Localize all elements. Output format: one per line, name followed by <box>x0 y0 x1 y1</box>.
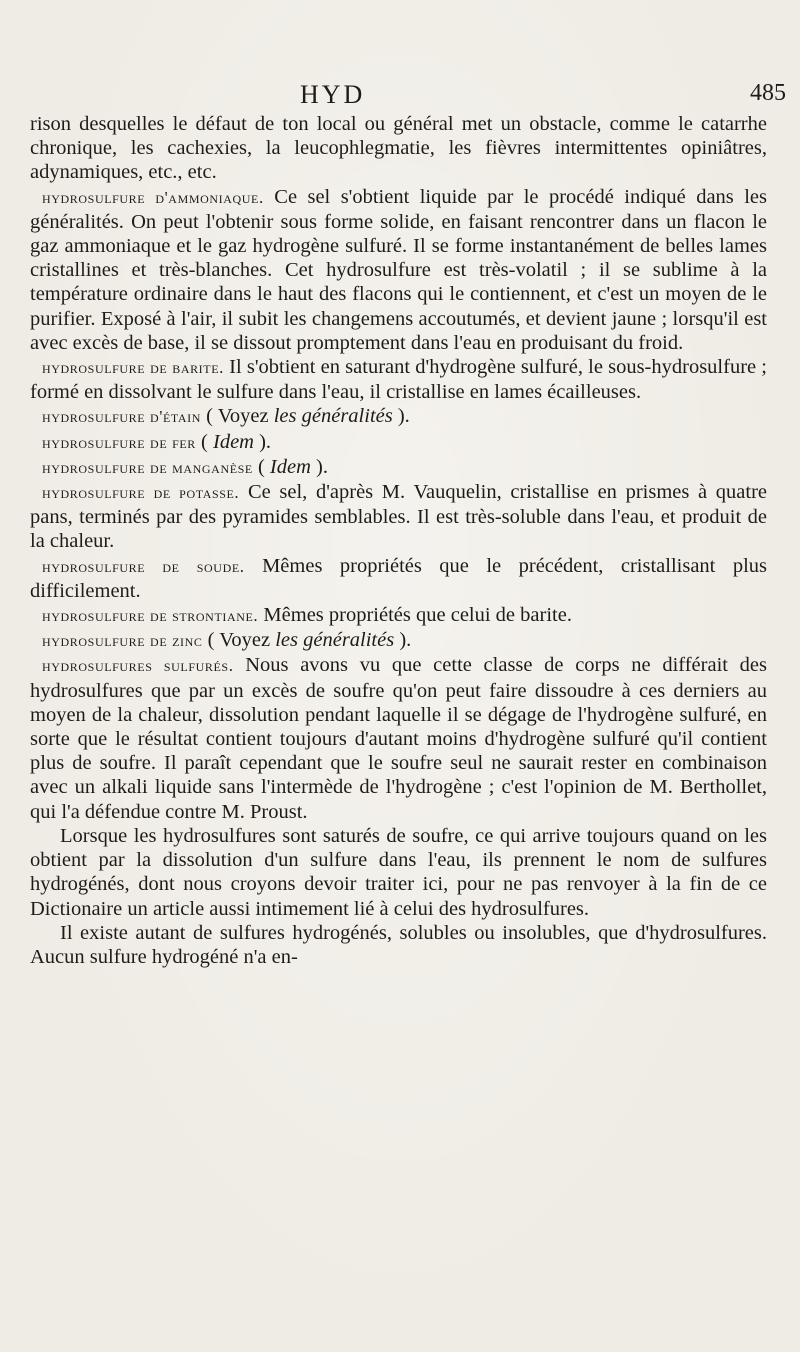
entry-hydrosulfure-soude <box>30 554 767 603</box>
entry-reference-italic: Idem <box>269 455 311 478</box>
entry-hydrosulfure-ammoniaque <box>30 185 767 355</box>
paragraph-body: Il existe autant de sulfures hydrogénés, solubles ou insolubles, que d'hydrosulfures. Aucun sulfure hydrogéné n'a en- <box>30 921 767 968</box>
body-text <box>30 112 767 969</box>
entry-body: Il s'obtient en saturant d'hydrogène sulfuré, le sous-hydrosulfure ; formé en dissolvant le sulfure dans l'eau, il cristallise en lames écailleuses. <box>30 356 767 404</box>
entry-term: hydrosulfure de barite. <box>42 358 224 378</box>
entry-hydrosulfure-etain <box>30 404 767 429</box>
entry-term: hydrosulfure de strontiane. <box>42 606 259 626</box>
paragraph-sulfures-hydrogenes <box>30 824 767 921</box>
entry-reference-prefix: ( Voyez <box>201 405 274 428</box>
paragraph-body: Lorsque les hydrosulfures sont saturés de soufre, ce qui arrive toujours quand on les obtient par la dissolution d'un sulfure dans l'eau, ils prennent le nom de sulfures hydrogénés, dont nous croyons devoir traiter ici, pour ne pas renvoyer à la fin de ce Dictionaire un article aussi intimement lié à celui des hydrosulfures. <box>30 824 767 920</box>
entry-reference-suffix: ). <box>253 430 272 453</box>
entry-hydrosulfure-strontiane <box>30 603 767 628</box>
entry-body: Nous avons vu que cette classe de corps ne différait des hydrosulfures que par un excès de soufre qu'on peut faire dissoudre à ces derniers au moyen de la chaleur, dissolution pendant laquelle il se dégage de l'hydrogène sulfuré, en sorte que le résultat contient toujours d'autant moins d'hydrogène sulfuré qu'il contient plus de soufre. Il paraît cependant que le soufre seul ne saurait rester en combinaison avec un alkali liquide sans l'intermède de l'hydrogène ; c'est l'opinion de M. Berthollet, qui l'a défendue contre M. Proust. <box>30 654 767 823</box>
paragraph-sulfures-solubles <box>30 921 767 969</box>
entry-body: Ce sel, d'après M. Vauquelin, cristallise en prismes à quatre pans, terminés par des pyramides semblables. Il est très-soluble dans l'eau, et produit de la chaleur. <box>30 481 768 553</box>
entry-hydrosulfure-fer <box>30 430 767 455</box>
running-head <box>0 76 800 110</box>
entry-reference-suffix: ). <box>392 405 410 428</box>
paragraph-continuation <box>30 112 767 185</box>
entry-term: hydrosulfure de fer <box>42 432 196 452</box>
entry-reference-italic: les généralités <box>275 629 395 652</box>
entry-body: Mêmes propriétés que le précédent, cristallisant plus difficilement. <box>30 554 767 602</box>
entry-body: Mêmes propriétés que celui de barite. <box>258 604 572 627</box>
entry-reference-italic: Idem <box>213 430 254 453</box>
entry-reference-prefix: ( <box>195 430 213 453</box>
entry-reference-suffix: ). <box>310 455 328 478</box>
entry-reference-prefix: ( <box>252 455 270 478</box>
running-head-title: HYD <box>300 80 366 109</box>
paragraph-body: rison desquelles le défaut de ton local ou général met un obstacle, comme le catarrhe chronique, les cachexies, la leucophlegmatie, les fièvres intermittentes opiniâtres, adynamiques, etc., etc. <box>30 113 767 184</box>
entry-term: hydrosulfure d'étain <box>42 407 202 427</box>
entry-term: hydrosulfure de potasse. <box>42 483 240 503</box>
entry-hydrosulfure-potasse <box>30 480 767 554</box>
entry-hydrosulfure-zinc <box>30 628 767 653</box>
entry-reference-prefix: ( Voyez <box>202 629 276 652</box>
entry-reference-italic: les généralités <box>273 405 393 428</box>
entry-body: Ce sel s'obtient liquide par le procédé indiqué dans les généralités. On peut l'obtenir sous forme solide, en faisant rencontrer dans un flacon le gaz ammoniaque et le gaz hydrogène sulfuré. Il se forme instantanément de belles lames cristallines et très-blanches. Cet hydrosulfure est très-volatil ; il se sublime à la température ordinaire dans le haut des flacons qui le contiennent, et c'est un moyen de le purifier. Exposé à l'air, il subit les changemens accoutumés, et devient jaune ; lorsqu'il est avec excès de base, il se dissout promptement dans l'eau en produisant du froid. <box>30 185 767 354</box>
entry-term: hydrosulfure de manganèse <box>42 457 253 477</box>
entry-term: hydrosulfure d'ammoniaque. <box>42 187 264 207</box>
entry-hydrosulfures-sulfures <box>30 653 767 823</box>
entry-term: hydrosulfure de soude. <box>42 556 245 576</box>
entry-term: hydrosulfure de zinc <box>42 631 203 651</box>
entry-term: hydrosulfures sulfurés. <box>42 656 234 676</box>
page-number: 485 <box>750 80 786 106</box>
entry-reference-suffix: ). <box>394 629 412 652</box>
entry-hydrosulfure-manganese <box>30 455 767 480</box>
entry-hydrosulfure-barite <box>30 355 767 404</box>
